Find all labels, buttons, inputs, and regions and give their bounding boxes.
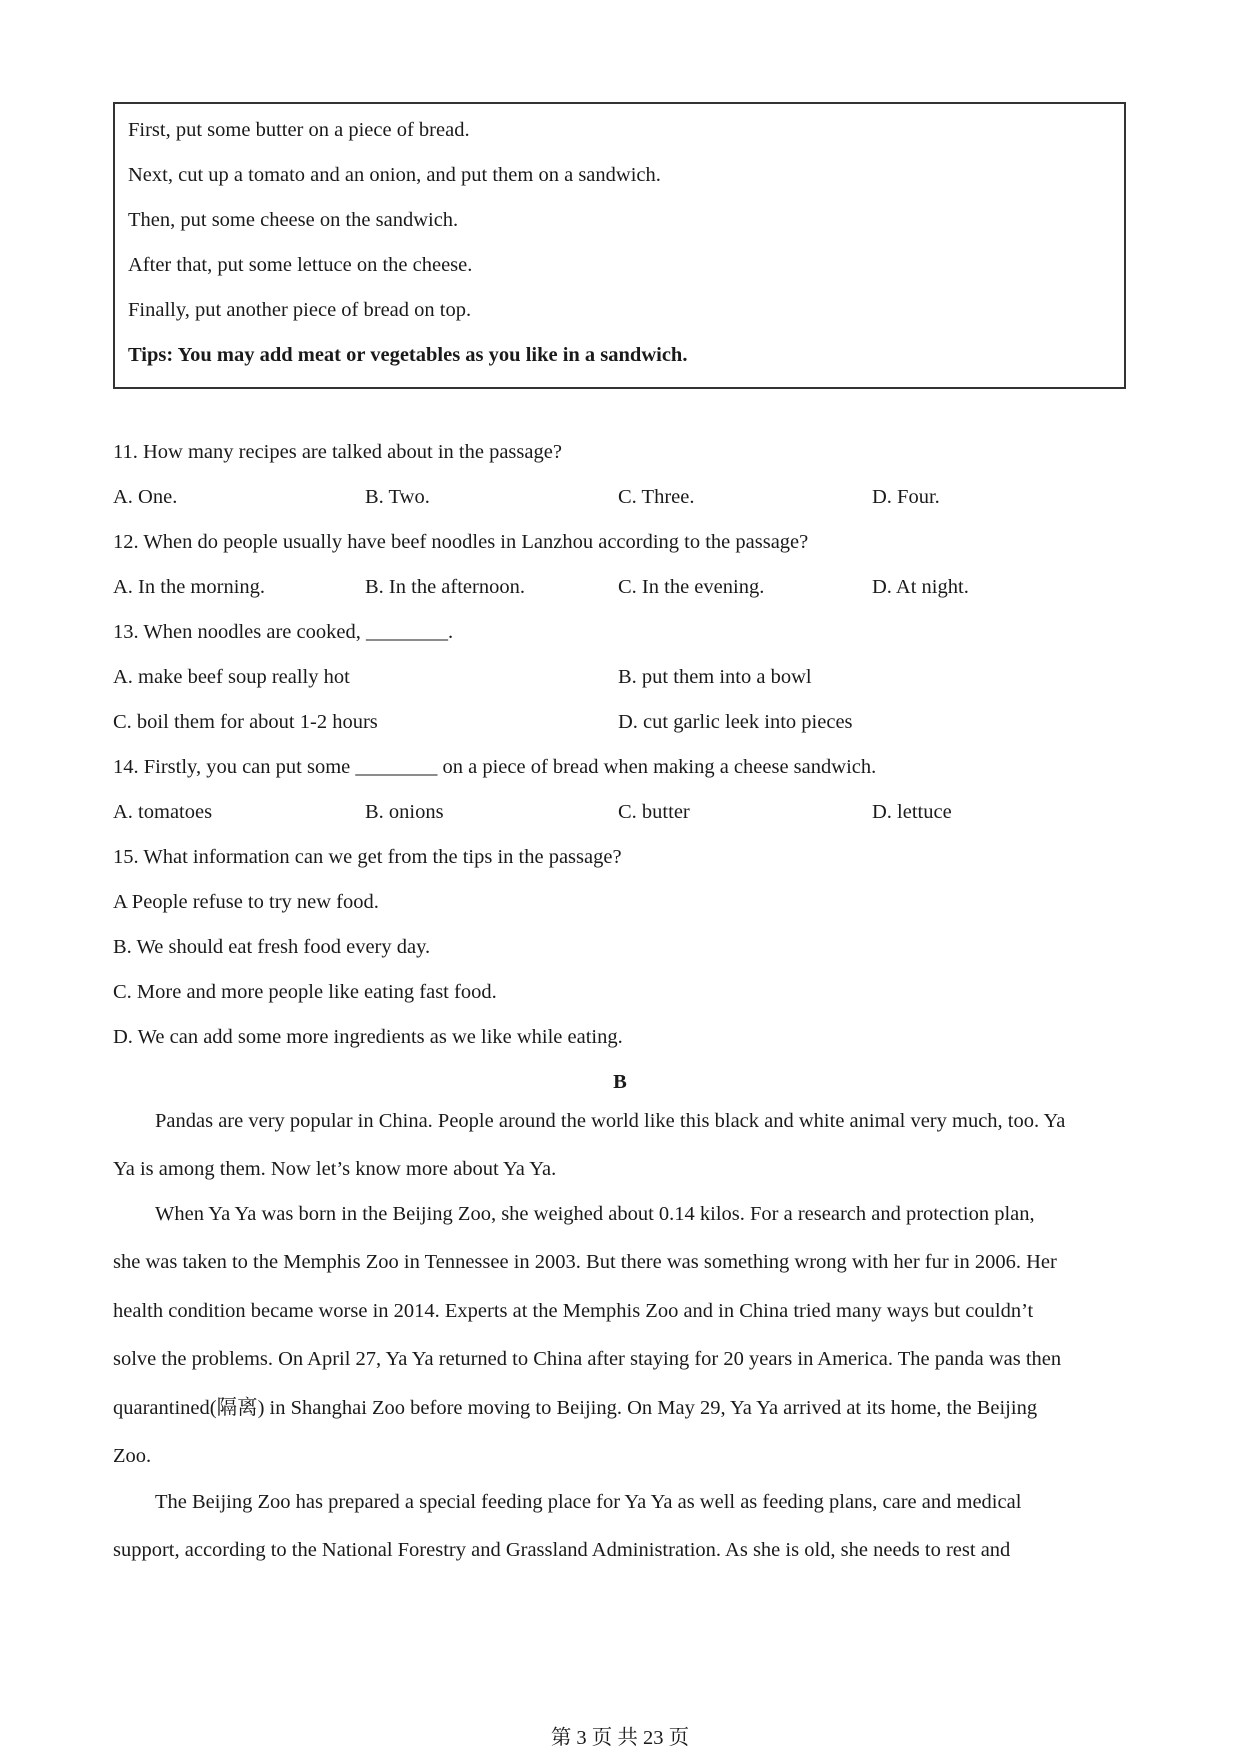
option-d: D. cut garlic leek into pieces [618,711,853,733]
question-stem: 11. How many recipes are talked about in the passage? [113,441,562,463]
option-c: C. Three. [618,486,695,508]
option-c: C. butter [618,801,690,823]
option-d: D. We can add some more ingredients as we like while eating. [113,1026,623,1048]
passage-line: The Beijing Zoo has prepared a special feeding place for Ya Ya as well as feeding plans, care and medical [155,1491,1022,1513]
option-a: A. tomatoes [113,801,213,823]
passage-line: quarantined(隔离) in Shanghai Zoo before moving to Beijing. On May 29, Ya Ya arrived at its home, the Beijing [113,1397,1038,1419]
recipe-step: Then, put some cheese on the sandwich. [128,209,459,231]
option-d: D. Four. [872,486,940,508]
passage-line: Zoo. [113,1445,152,1467]
question-stem: 14. Firstly, you can put some ________ on a piece of bread when making a cheese sandwich. [113,756,877,778]
passage-line: Pandas are very popular in China. People around the world like this black and white animal very much, too. Ya [155,1110,1066,1132]
question-stem: 12. When do people usually have beef noodles in Lanzhou according to the passage? [113,531,809,553]
option-a: A. One. [113,486,178,508]
passage-line: she was taken to the Memphis Zoo in Tennessee in 2003. But there was something wrong with her fur in 2006. Her [113,1251,1057,1273]
option-c: C. More and more people like eating fast food. [113,981,497,1003]
recipe-box [113,102,1126,389]
passage-line: solve the problems. On April 27, Ya Ya returned to China after staying for 20 years in America. The panda was then [113,1348,1062,1370]
option-b: B. In the afternoon. [365,576,525,598]
passage-line: health condition became worse in 2014. Experts at the Memphis Zoo and in China tried many ways but couldn’t [113,1300,1034,1322]
passage-line: When Ya Ya was born in the Beijing Zoo, she weighed about 0.14 kilos. For a research and protection plan, [155,1203,1035,1225]
recipe-tips: Tips: You may add meat or vegetables as you like in a sandwich. [128,344,688,366]
option-b: B. onions [365,801,444,823]
option-b: B. Two. [365,486,430,508]
option-d: D. lettuce [872,801,952,823]
question-stem: 15. What information can we get from the tips in the passage? [113,846,622,868]
option-c: C. In the evening. [618,576,765,598]
page-number: 第 3 页 共 23 页 [550,1727,690,1749]
option-a: A People refuse to try new food. [113,891,379,913]
question-stem: 13. When noodles are cooked, ________. [113,621,454,643]
option-c: C. boil them for about 1-2 hours [113,711,378,733]
option-a: A. In the morning. [113,576,266,598]
recipe-step: Finally, put another piece of bread on top. [128,299,472,321]
option-a: A. make beef soup really hot [113,666,350,688]
recipe-step: Next, cut up a tomato and an onion, and put them on a sandwich. [128,164,661,186]
option-b: B. put them into a bowl [618,666,812,688]
option-b: B. We should eat fresh food every day. [113,936,431,958]
option-d: D. At night. [872,576,969,598]
passage-line: Ya is among them. Now let’s know more about Ya Ya. [113,1158,557,1180]
recipe-step: After that, put some lettuce on the cheese. [128,254,473,276]
section-heading: B [613,1071,627,1093]
passage-line: support, according to the National Forestry and Grassland Administration. As she is old, she needs to rest and [113,1539,1011,1561]
recipe-step: First, put some butter on a piece of bread. [128,119,470,141]
